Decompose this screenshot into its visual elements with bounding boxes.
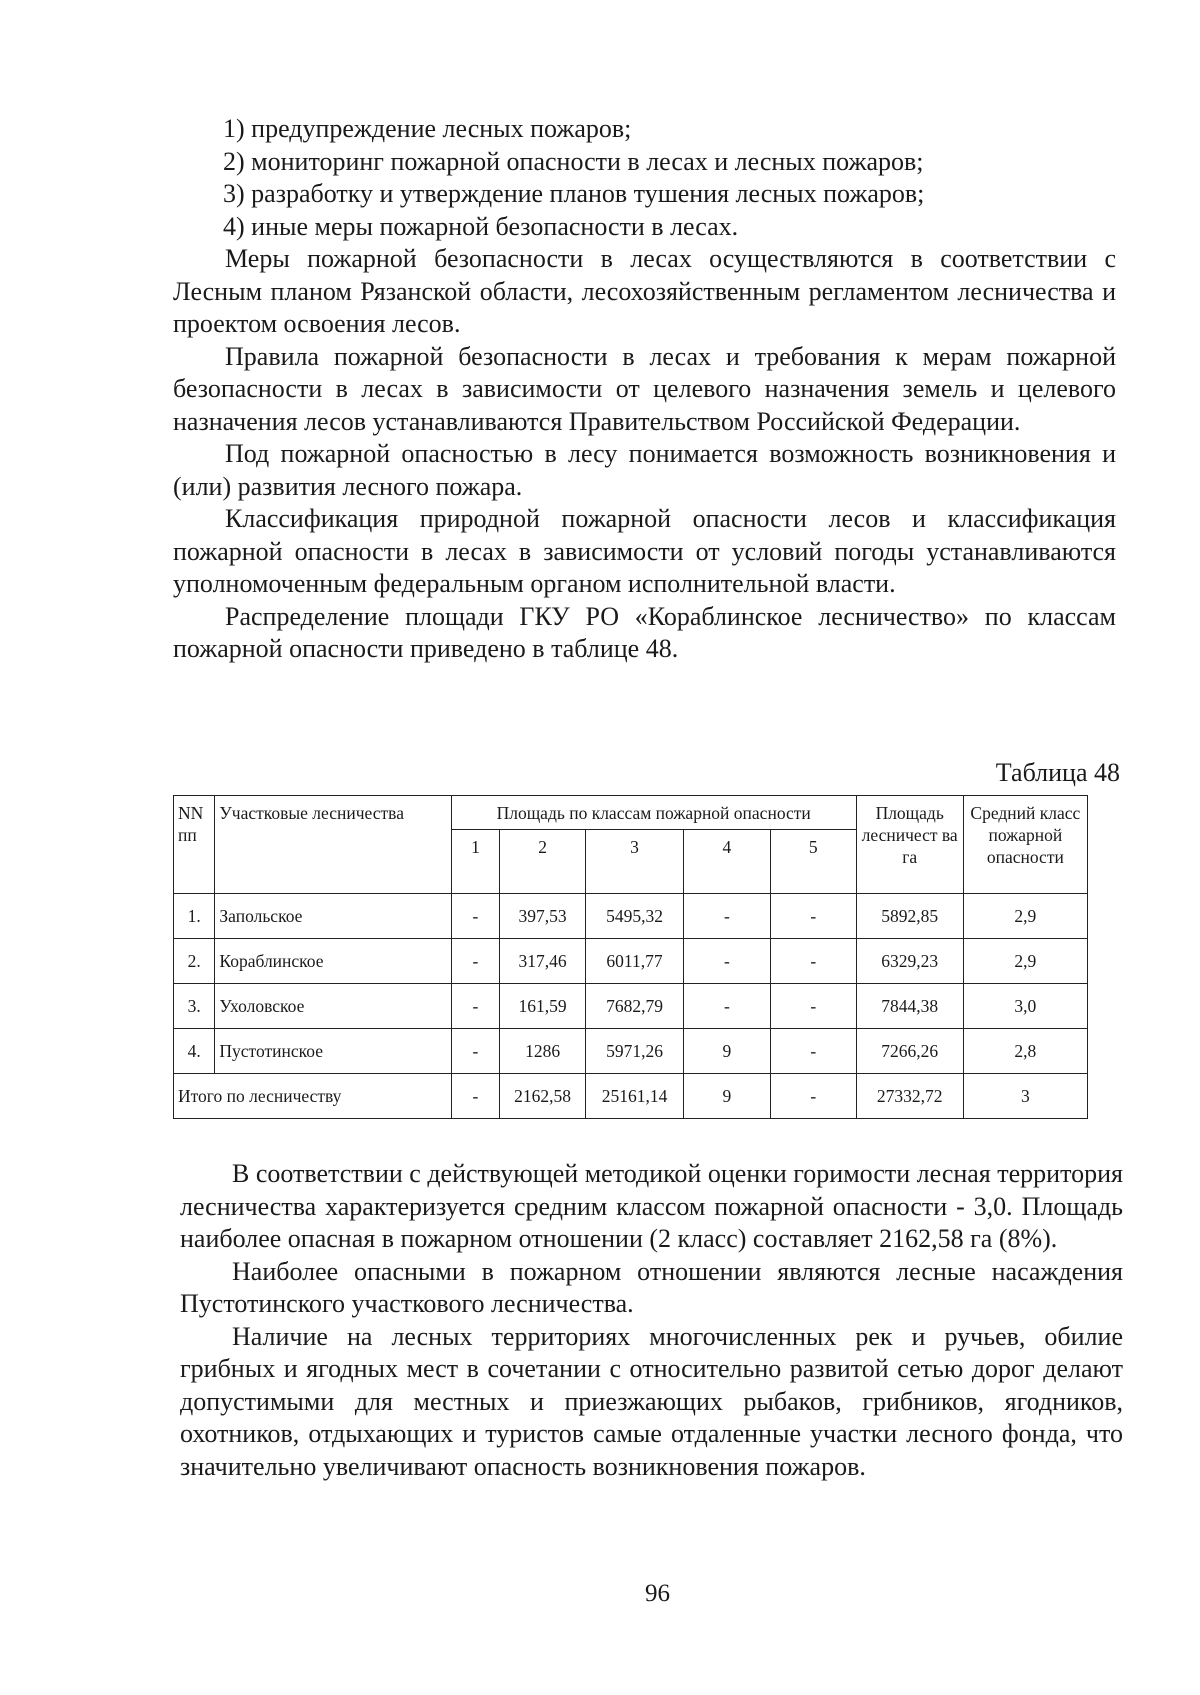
cell-class-1: - <box>451 939 499 984</box>
cell-class-3: 5495,32 <box>586 894 684 939</box>
cell-avg: 3,0 <box>963 984 1087 1029</box>
header-avg-class: Средний класс пожарной опасности <box>963 796 1087 894</box>
cell-class-5: - <box>770 1029 856 1074</box>
paragraph: Классификация природной пожарной опасности лесов и классификация пожарной опасности в лесах в зависимости от условий погоды устанавливаются уполномоченным федеральным органом исполнительной власти. <box>173 504 1116 598</box>
cell-class-3: 6011,77 <box>586 939 684 984</box>
table-caption: Таблица 48 <box>995 758 1120 787</box>
bottom-text-section <box>180 1158 1123 1483</box>
cell-class-4: - <box>683 894 770 939</box>
table-row <box>174 1029 1088 1074</box>
cell-total: 27332,72 <box>856 1074 963 1119</box>
cell-name: Пустотинское <box>215 1029 451 1074</box>
cell-class-3: 5971,26 <box>586 1029 684 1074</box>
paragraph: Правила пожарной безопасности в лесах и требования к мерам пожарной безопасности в лесах в зависимости от целевого назначения земель и целевого назначения лесов устанавливаются Правительством Российской Федерации. <box>173 341 1116 436</box>
cell-class-2: 161,59 <box>500 984 586 1029</box>
list-item: 1) предупреждение лесных пожаров; <box>223 114 632 143</box>
header-class-2: 2 <box>500 830 586 894</box>
cell-total: 7844,38 <box>856 984 963 1029</box>
header-forestry: Участковые лесничества <box>215 796 451 894</box>
table-row <box>174 894 1088 939</box>
cell-class-4: - <box>683 984 770 1029</box>
paragraph: В соответствии с действующей методикой оценки горимости лесная территория лесничества характеризуется средним классом пожарной опасности - 3,0. Площадь наиболее опасная в пожарном отношении (2 класс) составляет 2162,58 га (8%). <box>180 1159 1123 1253</box>
table-total-row <box>174 1074 1088 1119</box>
cell-class-5: - <box>770 984 856 1029</box>
cell-avg: 3 <box>963 1074 1087 1119</box>
cell-class-2: 2162,58 <box>500 1074 586 1119</box>
header-area-by-class: Площадь по классам пожарной опасности <box>451 796 856 830</box>
cell-class-2: 1286 <box>500 1029 586 1074</box>
cell-total: 5892,85 <box>856 894 963 939</box>
cell-avg: 2,8 <box>963 1029 1087 1074</box>
cell-total: 6329,23 <box>856 939 963 984</box>
header-class-5: 5 <box>770 830 856 894</box>
cell-nn: 1. <box>174 894 215 939</box>
cell-class-2: 317,46 <box>500 939 586 984</box>
header-class-1: 1 <box>451 830 499 894</box>
cell-class-4: 9 <box>683 1074 770 1119</box>
cell-class-1: - <box>451 984 499 1029</box>
cell-class-3: 7682,79 <box>586 984 684 1029</box>
cell-total-label: Итого по лесничеству <box>174 1074 452 1119</box>
cell-class-1: - <box>451 1029 499 1074</box>
top-text-section <box>173 113 1116 666</box>
list-item: 4) иные меры пожарной безопасности в лесах. <box>223 211 739 241</box>
cell-total: 7266,26 <box>856 1029 963 1074</box>
cell-class-5: - <box>770 1074 856 1119</box>
cell-nn: 2. <box>174 939 215 984</box>
cell-name: Кораблинское <box>215 939 451 984</box>
header-class-3: 3 <box>586 830 684 894</box>
header-nn: NN пп <box>174 796 215 894</box>
cell-class-5: - <box>770 939 856 984</box>
paragraph: Распределение площади ГКУ РО «Кораблинское лесничество» по классам пожарной опасности приведено в таблице 48. <box>173 601 1116 663</box>
paragraph: Меры пожарной безопасности в лесах осуществляются в соответствии с Лесным планом Рязанской области, лесохозяйственным регламентом лесничества и проектом освоения лесов. <box>173 244 1116 338</box>
cell-nn: 4. <box>174 1029 215 1074</box>
page-number: 96 <box>645 1580 670 1607</box>
cell-nn: 3. <box>174 984 215 1029</box>
header-class-4: 4 <box>683 830 770 894</box>
cell-class-5: - <box>770 894 856 939</box>
cell-class-4: 9 <box>683 1029 770 1074</box>
cell-class-2: 397,53 <box>500 894 586 939</box>
header-total-area: Площадь лесничест ва га <box>856 796 963 894</box>
table-row <box>174 984 1088 1029</box>
cell-class-4: - <box>683 939 770 984</box>
list-item: 2) мониторинг пожарной опасности в лесах и лесных пожаров; <box>223 146 924 176</box>
cell-class-1: - <box>451 1074 499 1119</box>
cell-avg: 2,9 <box>963 939 1087 984</box>
cell-name: Ухоловское <box>215 984 451 1029</box>
cell-class-3: 25161,14 <box>586 1074 684 1119</box>
table-row <box>174 939 1088 984</box>
fire-danger-table <box>173 795 1088 1119</box>
cell-avg: 2,9 <box>963 894 1087 939</box>
paragraph: Наличие на лесных территориях многочисленных рек и ручьев, обилие грибных и ягодных мест в сочетании с относительно развитой сетью дорог делают допустимыми для местных и приезжающих рыбаков, грибников, ягодников, охотников, отдыхающих и туристов самые отдаленные участки лесного фонда, что значительно увеличивают опасность возникновения пожаров. <box>180 1321 1123 1481</box>
paragraph: Под пожарной опасностью в лесу понимается возможность возникновения и (или) развития лесного пожара. <box>173 439 1116 501</box>
paragraph: Наиболее опасными в пожарном отношении являются лесные насаждения Пустотинского участкового лесничества. <box>180 1256 1123 1318</box>
cell-class-1: - <box>451 894 499 939</box>
list-item: 3) разработку и утверждение планов тушения лесных пожаров; <box>223 179 925 208</box>
cell-name: Запольское <box>215 894 451 939</box>
